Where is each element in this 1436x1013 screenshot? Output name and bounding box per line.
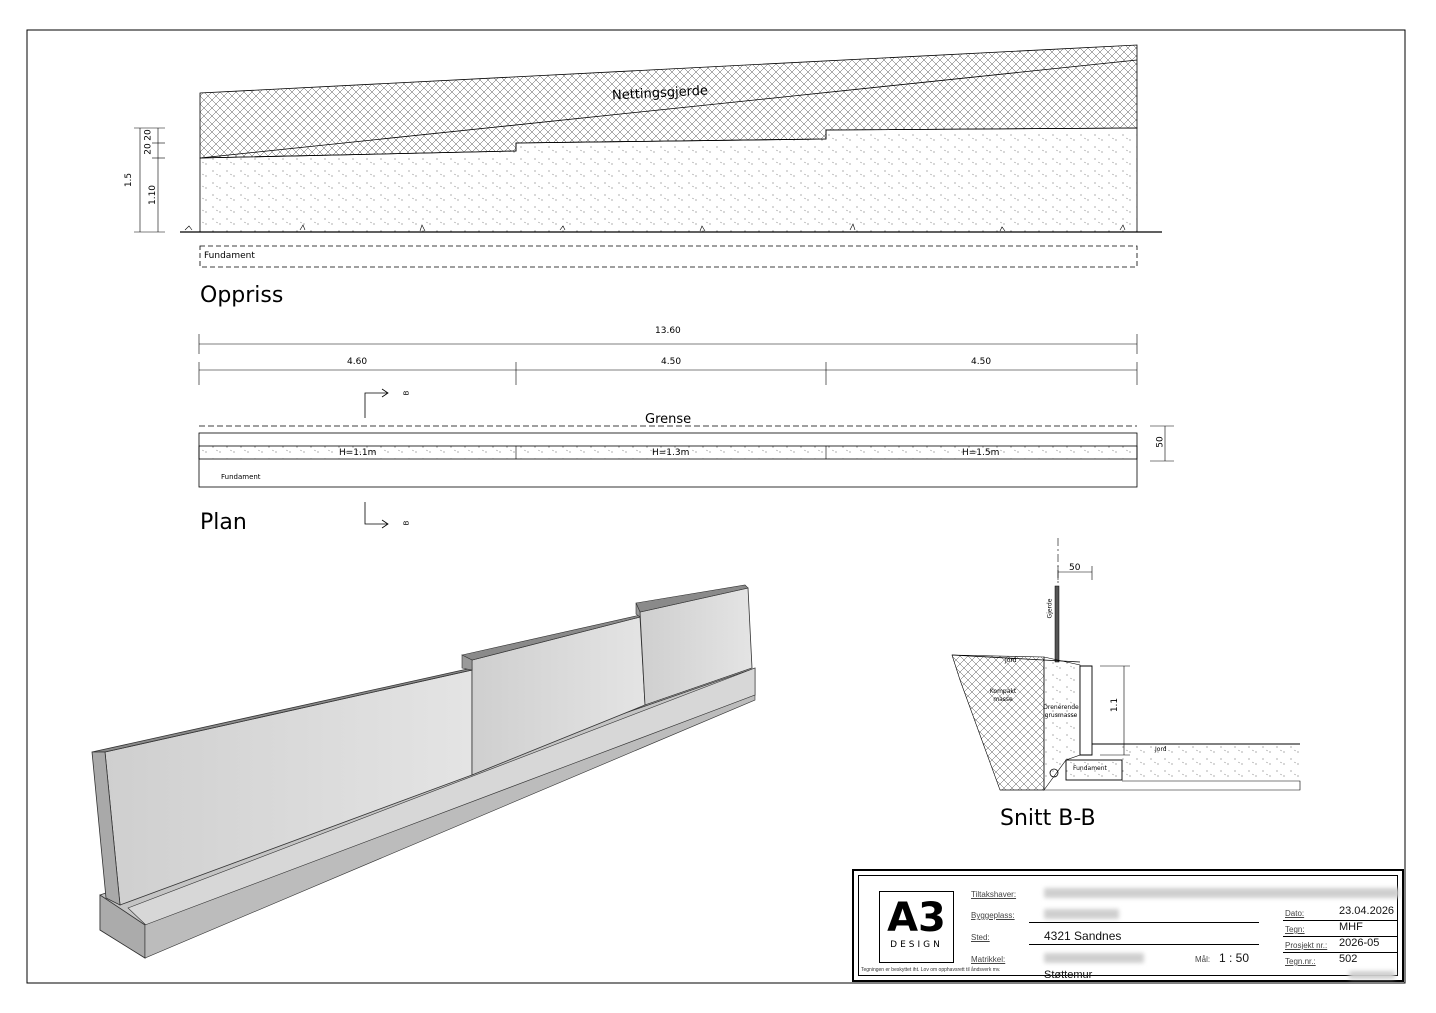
a3-design-logo <box>879 891 954 963</box>
maal-key: Mål: <box>1195 955 1211 964</box>
boundary-label: Grense <box>645 412 692 427</box>
tiltakshaver-redacted <box>1044 888 1399 898</box>
fence-label: Nettingsgjerde <box>611 83 709 104</box>
compact-soil <box>952 655 1044 790</box>
title-block-inner <box>858 875 1398 981</box>
plan-title: Plan <box>200 510 247 535</box>
dim-total-length: 13.60 <box>655 326 681 336</box>
fence-post <box>1055 586 1059 662</box>
tegn-value: MHF <box>1339 921 1363 933</box>
sted-value: 4321 Sandnes <box>1044 929 1122 943</box>
tegnnr-value: 502 <box>1339 953 1358 965</box>
snitt-label-kompakt: Kompakt masse <box>989 688 1017 703</box>
height-label-1: H=1.1m <box>339 448 377 458</box>
byggeplass-key: Byggeplass: <box>971 911 1015 920</box>
sted-key: Sted: <box>971 933 990 942</box>
snitt-dim-top: 50 <box>1069 563 1081 573</box>
copyright-note: Tegningen er beskyttet iht. Lov om opphavsrett til åndsverk mv. <box>861 967 1001 973</box>
byggeplass-redacted <box>1044 909 1119 919</box>
dim-wall-width: 50 <box>1155 436 1166 448</box>
matrikkel-key: Matrikkel: <box>971 955 1006 964</box>
oppriss-title: Oppriss <box>200 283 284 308</box>
snitt-label-jord-left: Jord <box>1005 657 1017 664</box>
dato-key: Dato: <box>1285 909 1305 918</box>
snitt-label-jord-right: Jord <box>1155 746 1167 753</box>
section-bb-view <box>952 538 1300 790</box>
wall-3d-view <box>92 585 755 958</box>
snitt-label-drenerende: Drenerende grusmasse <box>1043 704 1079 719</box>
section-marker-top: B <box>402 390 411 396</box>
maal-value: 1 : 50 <box>1219 951 1250 965</box>
dim-fence-a: 20 <box>143 129 154 141</box>
tegn-key: Tegn: <box>1285 925 1305 934</box>
logo-subtext: DESIGN <box>890 940 943 950</box>
plan-view <box>199 334 1174 528</box>
snitt-dim-height: 1.1 <box>1110 697 1121 713</box>
dim-segment-2: 4.50 <box>661 357 682 367</box>
logo-text: A3 <box>887 895 946 941</box>
dim-fence-b: 20 <box>143 143 154 155</box>
snitt-title: Snitt B-B <box>1000 806 1096 831</box>
snitt-label-fundament: Fundament <box>1073 765 1107 772</box>
dato-value: 23.04.2026 <box>1339 905 1395 917</box>
revision-redacted <box>1349 971 1395 979</box>
dim-wall-height: 1.10 <box>148 184 159 206</box>
matrikkel-redacted <box>1044 953 1144 963</box>
prosjekt-value: 2026-05 <box>1339 937 1380 949</box>
height-label-3: H=1.5m <box>962 448 1000 458</box>
oppriss-foundation-label: Fundament <box>204 251 255 261</box>
title-block <box>852 869 1404 982</box>
section-marker-bottom: B <box>402 520 411 526</box>
dim-segment-1: 4.60 <box>347 357 368 367</box>
foundation-outline <box>200 246 1137 267</box>
prosjekt-key: Prosjekt nr.: <box>1285 941 1328 950</box>
drawing-description: Støttemur <box>1044 969 1093 981</box>
dim-total-height: 1.5 <box>124 172 135 188</box>
snitt-label-gjerde: Gjerde <box>1046 598 1054 619</box>
height-label-2: H=1.3m <box>652 448 690 458</box>
dim-segment-3: 4.50 <box>971 357 992 367</box>
oppriss-view <box>134 45 1162 267</box>
plan-foundation-label: Fundament <box>221 473 261 481</box>
tiltakshaver-key: Tiltakshaver: <box>971 890 1017 899</box>
foundation-plan <box>199 433 1137 487</box>
tegnnr-key: Tegn.nr.: <box>1285 957 1316 966</box>
